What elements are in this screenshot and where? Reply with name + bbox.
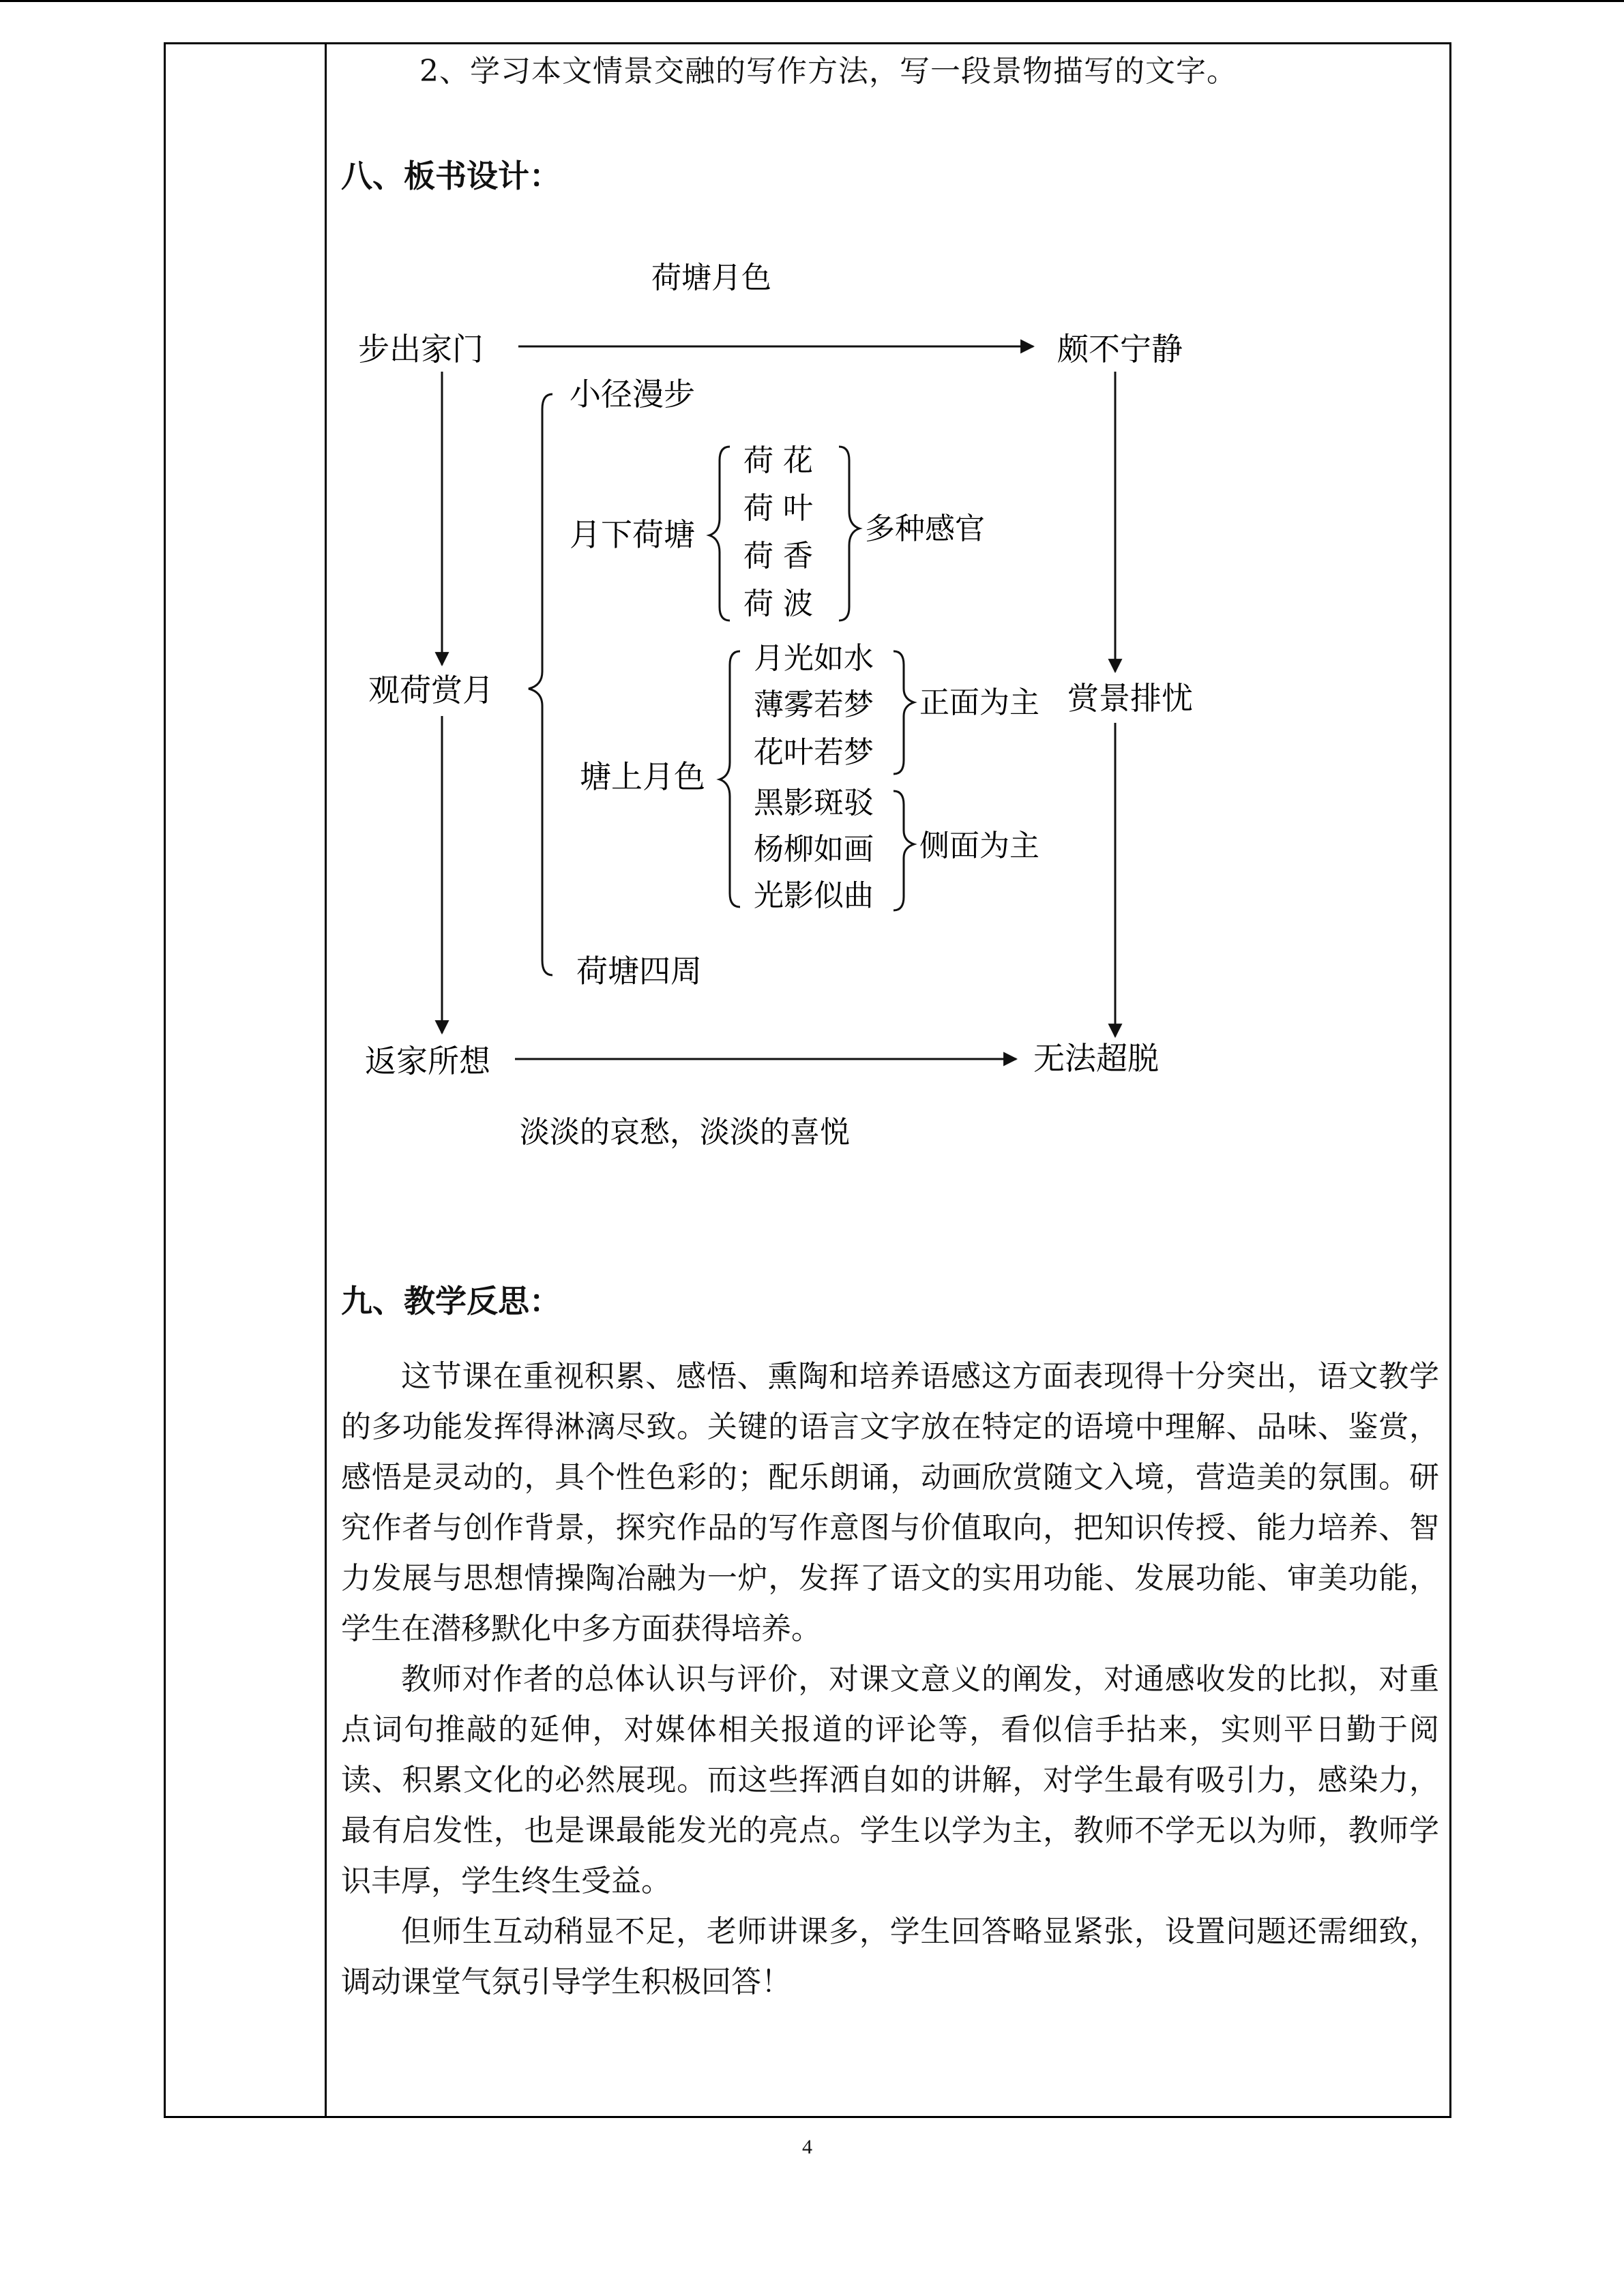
moon-front-item-2: 薄雾若梦: [754, 687, 874, 722]
lotus-label: 多种感官: [865, 511, 985, 546]
diagram-caption: 淡淡的哀愁，淡淡的喜悦: [520, 1115, 850, 1150]
node-lotus-under-moon: 月下荷塘: [570, 516, 695, 553]
task-line: 2、学习本文情景交融的写作方法，写一段景物描写的文字。: [419, 54, 1237, 89]
node-moon-over-pond: 塘上月色: [580, 758, 705, 795]
lotus-right-brace: [839, 447, 859, 621]
moon-front-item-3: 花叶若梦: [754, 735, 874, 770]
reflection-text: [341, 1352, 1439, 2008]
page-number: 4: [802, 2136, 812, 2158]
node-view-lotus: 观荷赏月: [368, 672, 494, 709]
node-path-walk: 小径漫步: [570, 376, 695, 413]
lotus-item-fragrance: 荷 香: [743, 539, 813, 573]
reflection-paragraph-2: 教师对作者的总体认识与评价，对课文意义的阐发，对通感收发的比拟，对重点词句推敲的延伸，对媒体相关报道的评论等，看似信手拈来，实则平日勤于阅读、积累文化的必然展现。而这些挥洒自如的讲解，对学生最有吸引力，感染力，最有启发性，也是课最能发光的亮点。学生以学为主，教师不学无以为师，教师学识丰厚，学生终生受益。: [341, 1662, 1439, 1898]
node-return-home: 返家所想: [365, 1043, 490, 1079]
moon-side-item-1: 黑影斑驳: [754, 786, 874, 820]
moon-side-right-brace: [894, 791, 914, 910]
node-leave-home: 步出家门: [358, 331, 484, 368]
reflection-paragraph-1: 这节课在重视积累、感悟、熏陶和培养语感这方面表现得十分突出，语文教学的多功能发挥得淋漓尽致。关键的语言文字放在特定的语境中理解、品味、鉴赏，感悟是灵动的，具个性色彩的；配乐朗诵，动画欣赏随文入境，营造美的氛围。研究作者与创作背景，探究作品的写作意图与价值取向，把知识传授、能力培养、智力发展与思想情操陶冶融为一炉，发挥了语文的实用功能、发展功能、审美功能，学生在潜移默化中多方面获得培养。: [341, 1359, 1439, 1646]
moon-side-item-2: 杨柳如画: [754, 832, 874, 867]
lotus-item-leaf: 荷 叶: [743, 491, 813, 526]
diagram-title: 荷塘月色: [651, 260, 771, 295]
lotus-left-brace: [709, 447, 730, 621]
big-brace: [529, 394, 552, 975]
moon-front-right-brace: [894, 651, 914, 774]
moon-left-brace: [720, 651, 740, 907]
reflection-paragraph-3: 但师生互动稍显不足，老师讲课多，学生回答略显紧张，设置问题还需细致，调动课堂气氛引导学生积极回答！: [341, 1914, 1439, 1999]
section8-heading: 八、板书设计：: [341, 158, 561, 194]
moon-front-label: 正面为主: [919, 685, 1039, 720]
node-relieve-worry: 赏景排忧: [1067, 680, 1193, 717]
node-uneasy: 颇不宁静: [1057, 331, 1183, 368]
lotus-item-flower: 荷 花: [743, 443, 813, 478]
section9-heading: 九、教学反思：: [341, 1283, 561, 1320]
moon-side-label: 侧面为主: [919, 829, 1039, 863]
node-pond-surroundings: 荷塘四周: [576, 953, 702, 989]
lotus-item-wave: 荷 波: [743, 586, 813, 621]
moon-front-item-1: 月光如水: [754, 641, 874, 676]
moon-side-item-3: 光影似曲: [754, 878, 874, 913]
node-cannot-escape: 无法超脱: [1033, 1040, 1159, 1077]
